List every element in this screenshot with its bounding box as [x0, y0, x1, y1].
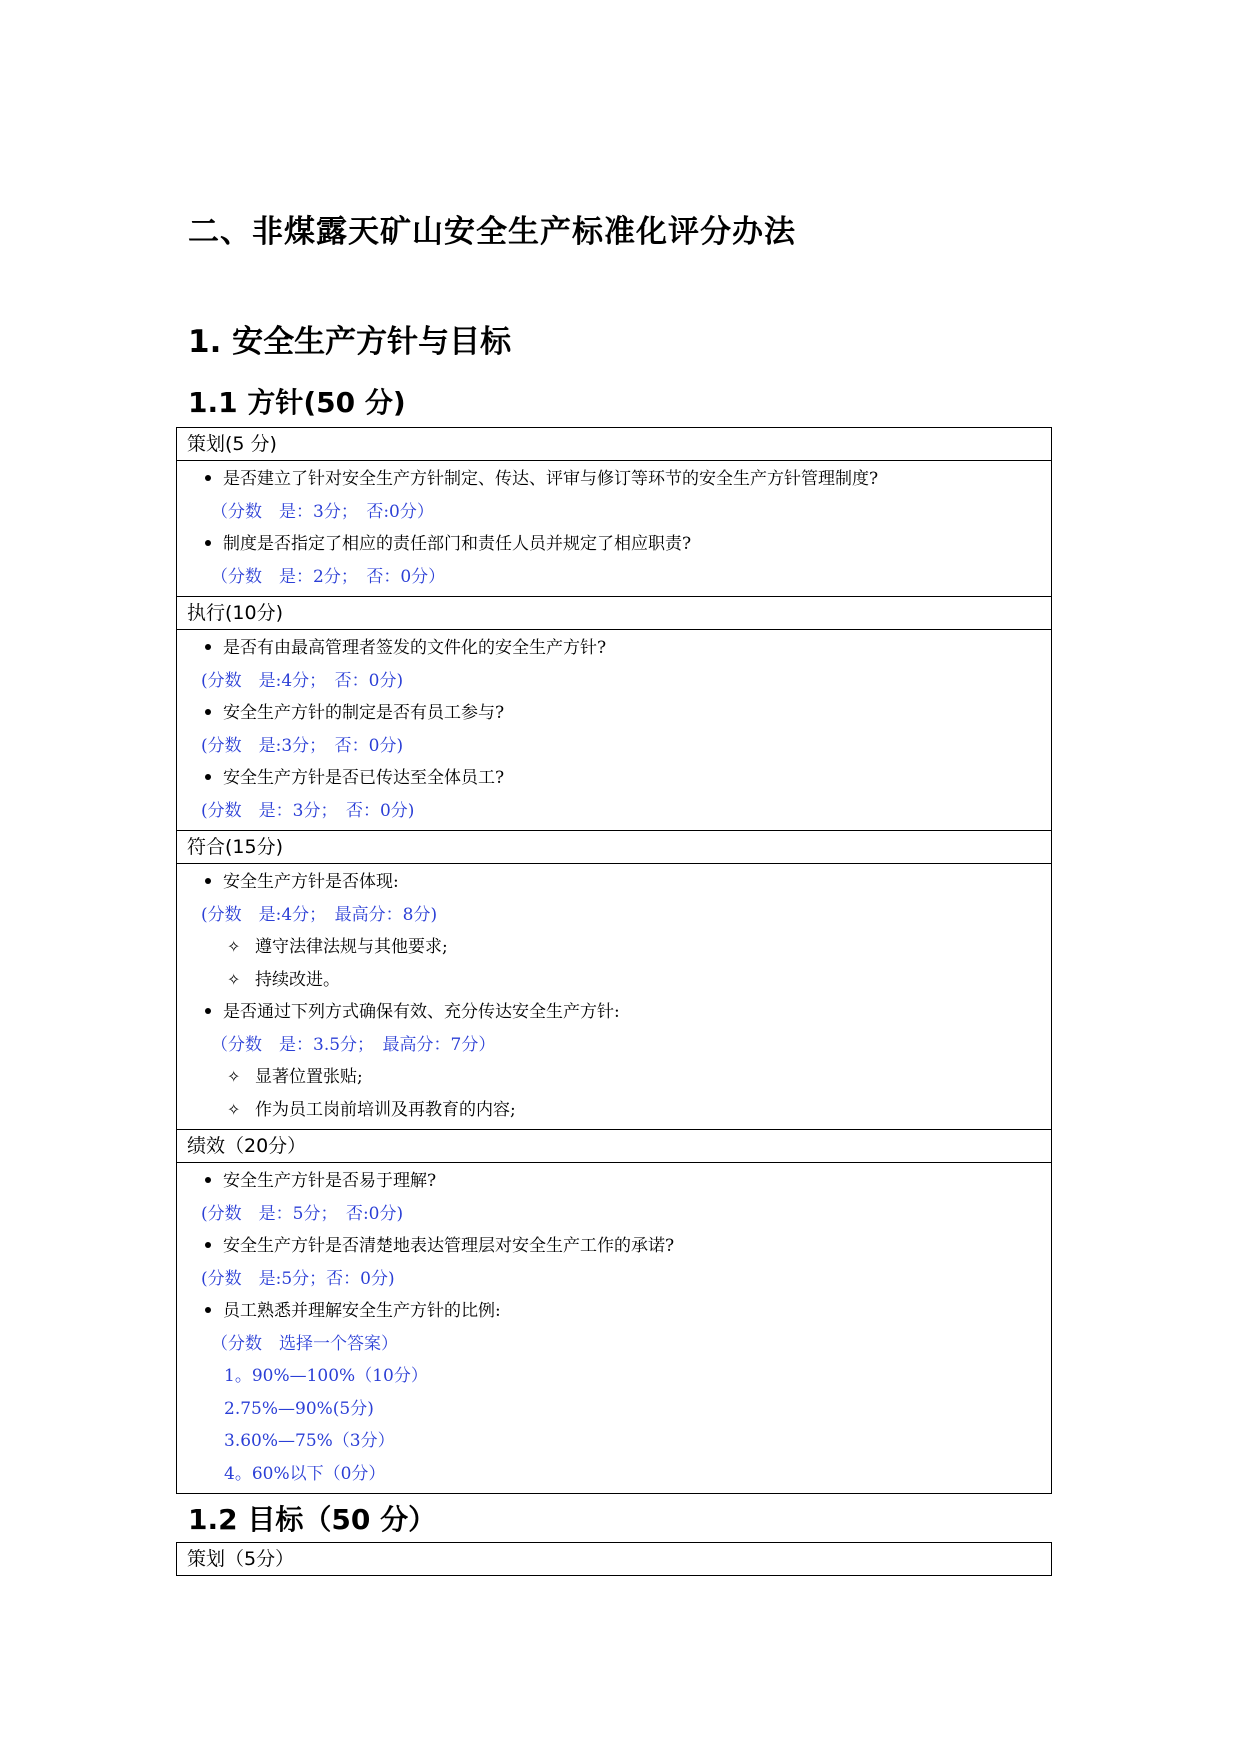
category-exec: 执行(10分): [177, 597, 1052, 630]
question-item: [177, 528, 1051, 561]
sub-item-text: 显著位置张贴;: [255, 1067, 363, 1087]
score-rule: (分数 是:5分；否：0分): [201, 1268, 395, 1289]
policy-score-table: [176, 427, 1052, 1494]
section-title: 1. 安全生产方针与目标: [188, 324, 512, 360]
sub-item-text: 持续改进。: [255, 969, 340, 990]
diamond-star-icon: ✧: [227, 1067, 241, 1086]
bullet-dot-icon: [205, 644, 211, 650]
answer-option: 2.75%—90%(5分): [224, 1398, 374, 1419]
question-item: [177, 996, 1051, 1029]
bullet-dot-icon: [205, 475, 211, 481]
category-performance: 绩效（20分）: [177, 1130, 1052, 1163]
diamond-star-icon: ✧: [227, 969, 241, 989]
sub-item: [177, 1094, 1051, 1127]
score-rule: (分数 是:4分； 否：0分): [201, 670, 404, 691]
question-text: 安全生产方针是否体现:: [223, 872, 399, 892]
question-item: [177, 463, 1051, 496]
bullet-dot-icon: [205, 774, 211, 780]
subsection-policy-title: 1.1 方针(50 分): [188, 386, 406, 419]
bullet-dot-icon: [205, 1177, 211, 1183]
score-rule: （分数 选择一个答案）: [211, 1333, 398, 1354]
diamond-star-icon: ✧: [227, 937, 241, 956]
score-rule: （分数 是：2分； 否：0分）: [211, 566, 446, 587]
category-plan: 策划(5 分): [177, 428, 1052, 461]
score-rule: (分数 是：5分； 否:0分): [201, 1203, 404, 1224]
question-text: 是否建立了针对安全生产方针制定、传达、评审与修订等环节的安全生产方针管理制度?: [223, 469, 879, 489]
answer-option: 4。60%以下（0分）: [224, 1463, 386, 1484]
question-item: [177, 866, 1051, 899]
question-item: [177, 1230, 1051, 1263]
question-item: [177, 762, 1051, 795]
performance-items: [177, 1163, 1052, 1494]
question-item: [177, 1165, 1051, 1198]
question-item: [177, 632, 1051, 665]
score-rule: (分数 是:3分； 否：0分): [201, 735, 404, 756]
score-rule: （分数 是：3.5分； 最高分：7分）: [211, 1034, 496, 1055]
bullet-dot-icon: [205, 1242, 211, 1248]
question-text: 安全生产方针的制定是否有员工参与?: [223, 703, 505, 723]
sub-item-text: 遵守法律法规与其他要求;: [255, 937, 448, 957]
diamond-star-icon: ✧: [227, 1099, 241, 1119]
question-text: 制度是否指定了相应的责任部门和责任人员并规定了相应职责?: [223, 534, 692, 554]
question-text: 员工熟悉并理解安全生产方针的比例:: [223, 1301, 501, 1321]
question-text: 安全生产方针是否已传达至全体员工?: [223, 768, 505, 788]
exec-items: [177, 630, 1052, 831]
conform-items: [177, 864, 1052, 1130]
plan-items: [177, 461, 1052, 597]
question-text: 是否有由最高管理者签发的文件化的安全生产方针?: [223, 638, 607, 658]
bullet-dot-icon: [205, 709, 211, 715]
bullet-dot-icon: [205, 540, 211, 546]
bullet-dot-icon: [205, 878, 211, 884]
bullet-dot-icon: [205, 1307, 211, 1313]
sub-item: [177, 931, 1051, 964]
category-conform: 符合(15分): [177, 831, 1052, 864]
answer-option: 1。90%—100%（10分）: [224, 1366, 428, 1386]
bullet-dot-icon: [205, 1008, 211, 1014]
question-item: [177, 697, 1051, 730]
subsection-objective-title: 1.2 目标（50 分）: [188, 1503, 437, 1536]
question-text: 是否通过下列方式确保有效、充分传达安全生产方针:: [223, 1002, 620, 1022]
score-rule: (分数 是:4分； 最高分：8分): [201, 904, 438, 925]
question-text: 安全生产方针是否易于理解?: [223, 1171, 437, 1191]
sub-item: [177, 964, 1051, 997]
sub-item: [177, 1061, 1051, 1094]
question-text: 安全生产方针是否清楚地表达管理层对安全生产工作的承诺?: [223, 1236, 675, 1256]
question-item: [177, 1295, 1051, 1328]
score-rule: (分数 是：3分； 否：0分): [201, 800, 415, 821]
score-rule: （分数 是：3分； 否:0分）: [211, 501, 434, 522]
main-title: 二、非煤露天矿山安全生产标准化评分办法: [188, 214, 796, 250]
answer-option: 3.60%—75%（3分）: [224, 1431, 395, 1451]
sub-item-text: 作为员工岗前培训及再教育的内容;: [255, 1099, 516, 1120]
objective-score-table: [176, 1542, 1052, 1576]
category-plan: 策划（5分）: [177, 1543, 1052, 1576]
